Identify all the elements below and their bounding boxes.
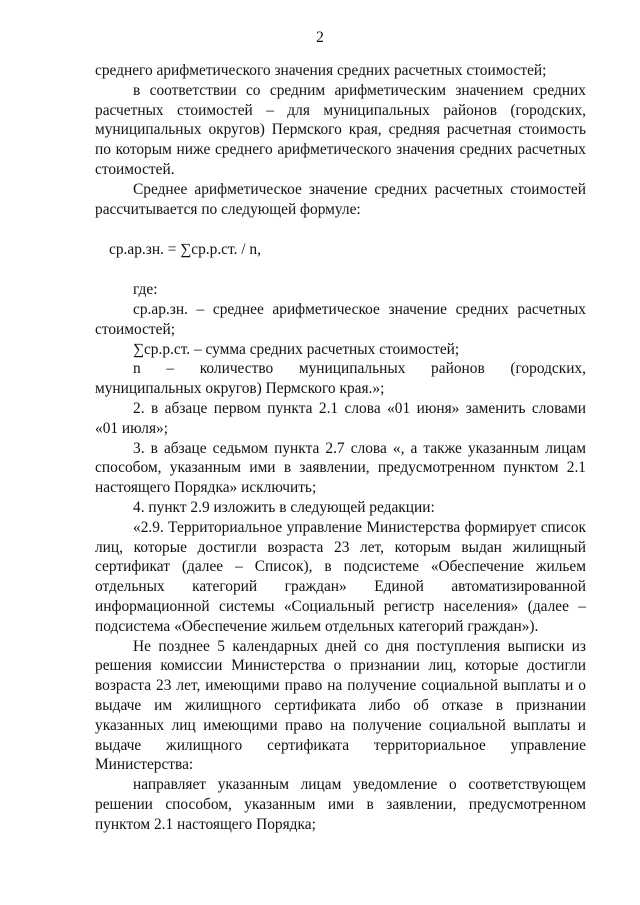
where-label: где: <box>133 281 158 299</box>
subcase-paragraph: в соответствии со средним арифметическим значением средних расчетных стоимостей – для муниципальных районов (городских, муниципальных округов) Пермского края, средняя расчетная стоимость по которым ниже среднего арифметического значения средних расчетных стоимостей. <box>95 81 586 178</box>
clause-notification-paragraph: направляет указанным лицам уведомление о соответствующем решении способом, указанным ими в заявлении, предусмотренном пунктом 2.1 настоящего Порядка; <box>95 776 586 833</box>
formula-line: ср.ар.зн. = ∑ср.р.ст. / n, <box>109 241 261 259</box>
definition-average: ср.ар.зн. – среднее арифметическое значение средних расчетных стоимостей; <box>95 300 586 338</box>
clause-2-9-paragraph: «2.9. Территориальное управление Министерства формирует список лиц, которые достигли возраста 23 лет, которым выдан жилищный сертификат (далее – Список), в подсистеме «Обеспечение жильем отдельных категорий граждан» Единой автоматизированной информационной системы «Социальный регистр населения» (далее – подсистема «Обеспечение жильем отдельных категорий граждан»). <box>95 518 586 635</box>
definition-count: n – количество муниципальных районов (городских, муниципальных округов) Пермского края.»; <box>95 360 586 398</box>
clause-deadline-paragraph: Не позднее 5 календарных дней со дня поступления выписки из решения комиссии Министерства о признании лиц, которые достигли возраста 23 лет, имеющими право на получение социальной выплаты и о выдаче им жилищного сертификата либо об отказе в признании указанных лиц имеющими право на получение социальной выплаты и выдаче жилищного сертификата территориальное управление Министерства: <box>95 637 586 774</box>
document-body <box>95 61 586 834</box>
page-number: 2 <box>316 29 324 46</box>
formula-intro-paragraph: Среднее арифметическое значение средних расчетных стоимостей рассчитывается по следующей формуле: <box>95 180 586 218</box>
amendment-item-4: 4. пункт 2.9 изложить в следующей редакции: <box>133 498 435 516</box>
amendment-item-3: 3. в абзаце седьмом пункта 2.7 слова «, а также указанным лицам способом, указанным ими в заявлении, предусмотренном пунктом 2.1 настоящего Порядка» исключить; <box>95 439 586 497</box>
definition-sum: ∑ср.р.ст. – сумма средних расчетных стоимостей; <box>133 340 460 358</box>
continuation-paragraph: среднего арифметического значения средних расчетных стоимостей; <box>95 62 547 79</box>
amendment-item-2: 2. в абзаце первом пункта 2.1 слова «01 июня» заменить словами «01 июля»; <box>95 399 586 437</box>
